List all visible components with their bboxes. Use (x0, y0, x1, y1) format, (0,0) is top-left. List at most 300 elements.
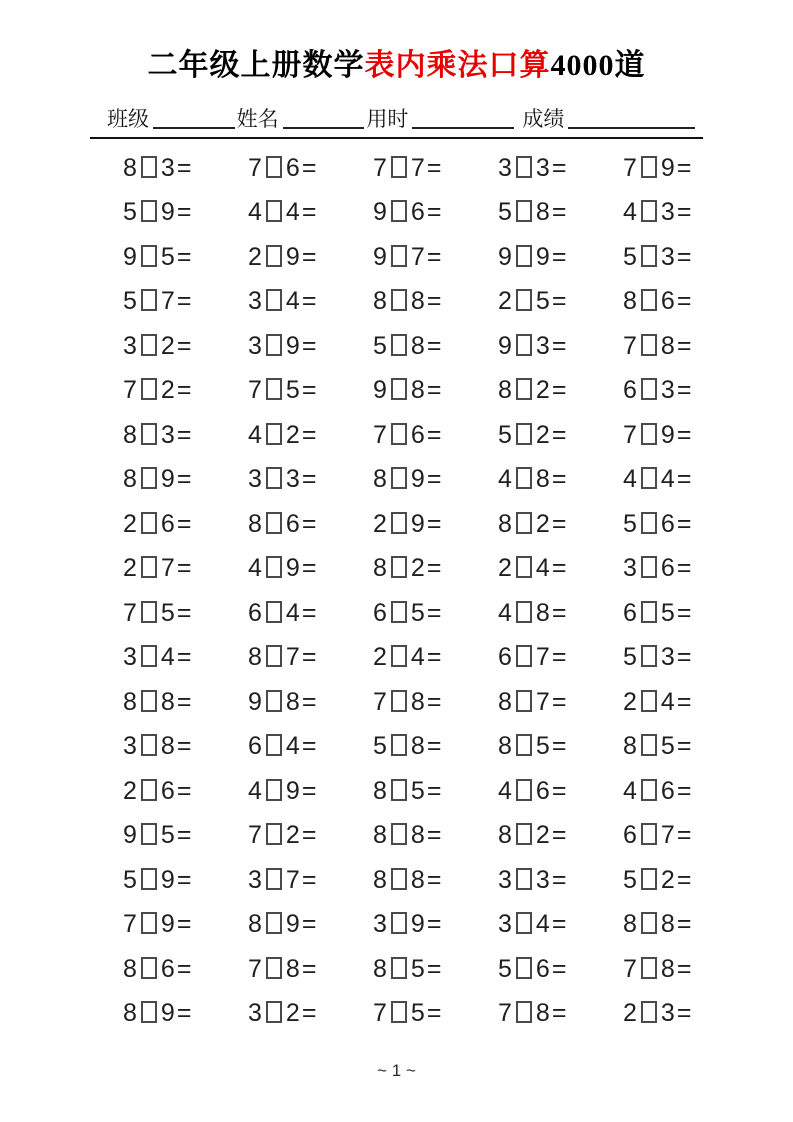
equals-sign: = (301, 331, 317, 360)
factor-a: 2 (623, 999, 637, 1028)
factor-b: 5 (160, 242, 175, 271)
problem-cell-r3-c5 (623, 242, 748, 271)
problem-cell-r5-c2 (248, 331, 373, 360)
equals-sign: = (551, 242, 567, 271)
equals-sign: = (426, 954, 442, 983)
equals-sign: = (176, 598, 192, 627)
problem-cell-r2-c2 (248, 200, 373, 225)
factor-a: 4 (248, 554, 262, 583)
factor-b: 9 (160, 910, 175, 939)
problem-cell-r20-c2 (248, 1001, 373, 1026)
problem-cell-r7-c4 (498, 420, 623, 449)
factor-a: 3 (248, 465, 262, 494)
factor-a: 8 (498, 732, 512, 761)
problem-cell-r7-c3 (373, 420, 498, 449)
multiplication-missing-glyph-icon (516, 734, 532, 756)
time-label: 用时 (366, 107, 409, 131)
problem-cell-r18-c3 (373, 912, 498, 937)
equals-sign: = (551, 198, 567, 227)
factor-b: 4 (410, 643, 425, 672)
factor-a: 5 (123, 198, 137, 227)
multiplication-missing-glyph-icon (641, 912, 657, 934)
problem-cell-r18-c4 (498, 912, 623, 937)
equals-sign: = (426, 643, 442, 672)
factor-a: 4 (498, 598, 512, 627)
factor-a: 7 (498, 999, 512, 1028)
multiplication-missing-glyph-icon (641, 734, 657, 756)
factor-a: 3 (373, 910, 387, 939)
multiplication-missing-glyph-icon (391, 645, 407, 667)
equals-sign: = (426, 465, 442, 494)
factor-b: 5 (160, 821, 175, 850)
factor-b: 8 (410, 687, 425, 716)
factor-a: 2 (623, 687, 637, 716)
equals-sign: = (301, 509, 317, 538)
equals-sign: = (176, 865, 192, 894)
equals-sign: = (676, 331, 692, 360)
multiplication-missing-glyph-icon (141, 734, 157, 756)
problem-cell-r20-c4 (498, 1001, 623, 1026)
factor-a: 7 (248, 376, 262, 405)
problem-cell-r1-c1 (123, 153, 248, 182)
factor-a: 7 (373, 687, 387, 716)
multiplication-missing-glyph-icon (516, 823, 532, 845)
factor-a: 3 (498, 153, 512, 182)
equals-sign: = (301, 554, 317, 583)
problem-cell-r12-c5 (623, 645, 748, 670)
problem-cell-r15-c2 (248, 776, 373, 805)
factor-a: 8 (123, 954, 137, 983)
problem-cell-r8-c3 (373, 467, 498, 492)
multiplication-missing-glyph-icon (391, 1001, 407, 1023)
factor-b: 8 (160, 687, 175, 716)
equals-sign: = (426, 509, 442, 538)
multiplication-missing-glyph-icon (141, 601, 157, 623)
factor-b: 5 (410, 954, 425, 983)
multiplication-missing-glyph-icon (141, 823, 157, 845)
problem-cell-r10-c2 (248, 556, 373, 581)
equals-sign: = (176, 331, 192, 360)
problem-cell-r20-c5 (623, 1001, 748, 1026)
equals-sign: = (551, 509, 567, 538)
factor-b: 2 (285, 821, 300, 850)
factor-a: 9 (123, 242, 137, 271)
equals-sign: = (676, 554, 692, 583)
multiplication-missing-glyph-icon (266, 1001, 282, 1023)
factor-a: 8 (373, 865, 387, 894)
factor-a: 6 (248, 732, 262, 761)
problem-cell-r1-c2 (248, 153, 373, 182)
equals-sign: = (176, 198, 192, 227)
multiplication-missing-glyph-icon (516, 378, 532, 400)
factor-a: 3 (248, 865, 262, 894)
factor-a: 5 (373, 331, 387, 360)
equals-sign: = (551, 732, 567, 761)
multiplication-missing-glyph-icon (641, 957, 657, 979)
problem-cell-r2-c5 (623, 200, 748, 225)
equals-sign: = (176, 287, 192, 316)
multiplication-missing-glyph-icon (516, 601, 532, 623)
factor-b: 3 (660, 242, 675, 271)
equals-sign: = (176, 376, 192, 405)
multiplication-missing-glyph-icon (391, 289, 407, 311)
header-divider (90, 137, 703, 139)
multiplication-missing-glyph-icon (266, 645, 282, 667)
equals-sign: = (426, 776, 442, 805)
factor-a: 4 (248, 420, 262, 449)
equals-sign: = (426, 865, 442, 894)
multiplication-missing-glyph-icon (141, 289, 157, 311)
equals-sign: = (676, 732, 692, 761)
problem-cell-r15-c4 (498, 776, 623, 805)
problem-cell-r9-c5 (623, 509, 748, 538)
factor-b: 9 (535, 242, 550, 271)
multiplication-missing-glyph-icon (516, 690, 532, 712)
multiplication-missing-glyph-icon (641, 823, 657, 845)
problem-cell-r19-c5 (623, 954, 748, 983)
equals-sign: = (676, 420, 692, 449)
problem-cell-r7-c2 (248, 420, 373, 449)
factor-a: 3 (498, 865, 512, 894)
problem-cell-r19-c4 (498, 954, 623, 983)
equals-sign: = (176, 910, 192, 939)
problem-cell-r11-c2 (248, 598, 373, 627)
equals-sign: = (551, 910, 567, 939)
factor-b: 7 (535, 687, 550, 716)
problem-cell-r12-c3 (373, 645, 498, 670)
problem-cell-r7-c5 (623, 420, 748, 449)
equals-sign: = (301, 287, 317, 316)
multiplication-missing-glyph-icon (266, 423, 282, 445)
factor-b: 8 (660, 954, 675, 983)
factor-a: 3 (248, 331, 262, 360)
problem-cell-r11-c5 (623, 598, 748, 627)
problem-cell-r8-c5 (623, 467, 748, 492)
problem-cell-r8-c1 (123, 467, 248, 492)
equals-sign: = (301, 465, 317, 494)
factor-a: 9 (123, 821, 137, 850)
factor-b: 8 (285, 954, 300, 983)
multiplication-missing-glyph-icon (391, 334, 407, 356)
problem-cell-r14-c3 (373, 734, 498, 759)
equals-sign: = (426, 242, 442, 271)
equals-sign: = (176, 465, 192, 494)
factor-b: 3 (160, 153, 175, 182)
equals-sign: = (426, 331, 442, 360)
score-blank-line (568, 126, 695, 129)
factor-a: 8 (373, 954, 387, 983)
factor-a: 6 (623, 821, 637, 850)
equals-sign: = (676, 865, 692, 894)
factor-b: 9 (410, 465, 425, 494)
factor-a: 8 (498, 687, 512, 716)
multiplication-missing-glyph-icon (266, 334, 282, 356)
factor-b: 9 (285, 331, 300, 360)
factor-b: 2 (535, 821, 550, 850)
problem-cell-r17-c5 (623, 865, 748, 894)
problem-cell-r12-c2 (248, 645, 373, 670)
equals-sign: = (551, 999, 567, 1028)
factor-a: 5 (623, 242, 637, 271)
problem-cell-r4-c2 (248, 289, 373, 314)
factor-b: 9 (285, 776, 300, 805)
factor-a: 3 (248, 999, 262, 1028)
problem-cell-r20-c1 (123, 1001, 248, 1026)
factor-a: 5 (373, 732, 387, 761)
problem-cell-r14-c4 (498, 734, 623, 759)
problem-cell-r10-c4 (498, 556, 623, 581)
equals-sign: = (176, 732, 192, 761)
factor-b: 7 (660, 821, 675, 850)
factor-a: 6 (623, 598, 637, 627)
equals-sign: = (426, 420, 442, 449)
multiplication-missing-glyph-icon (141, 423, 157, 445)
multiplication-missing-glyph-icon (266, 823, 282, 845)
factor-b: 3 (535, 331, 550, 360)
factor-b: 4 (285, 287, 300, 316)
factor-b: 7 (160, 554, 175, 583)
multiplication-missing-glyph-icon (266, 200, 282, 222)
factor-b: 7 (285, 865, 300, 894)
problem-cell-r2-c1 (123, 200, 248, 225)
multiplication-missing-glyph-icon (641, 1001, 657, 1023)
factor-b: 4 (535, 910, 550, 939)
problem-cell-r4-c1 (123, 289, 248, 314)
multiplication-missing-glyph-icon (516, 912, 532, 934)
problem-cell-r1-c5 (623, 153, 748, 182)
equals-sign: = (426, 153, 442, 182)
problem-cell-r5-c3 (373, 331, 498, 360)
factor-b: 7 (535, 643, 550, 672)
equals-sign: = (551, 776, 567, 805)
factor-a: 8 (373, 554, 387, 583)
equals-sign: = (551, 865, 567, 894)
factor-b: 9 (160, 198, 175, 227)
factor-a: 4 (623, 776, 637, 805)
factor-a: 2 (373, 643, 387, 672)
factor-a: 3 (248, 287, 262, 316)
multiplication-missing-glyph-icon (141, 200, 157, 222)
problem-cell-r16-c5 (623, 823, 748, 848)
multiplication-missing-glyph-icon (266, 957, 282, 979)
factor-b: 5 (535, 732, 550, 761)
multiplication-missing-glyph-icon (516, 245, 532, 267)
class-blank-line (153, 126, 235, 129)
multiplication-missing-glyph-icon (391, 734, 407, 756)
factor-b: 5 (160, 598, 175, 627)
equals-sign: = (551, 954, 567, 983)
problem-cell-r19-c2 (248, 954, 373, 983)
factor-b: 6 (160, 509, 175, 538)
factor-b: 6 (535, 954, 550, 983)
multiplication-missing-glyph-icon (516, 156, 532, 178)
problem-cell-r15-c5 (623, 776, 748, 805)
factor-b: 6 (285, 509, 300, 538)
multiplication-missing-glyph-icon (141, 868, 157, 890)
multiplication-missing-glyph-icon (641, 512, 657, 534)
factor-a: 8 (373, 776, 387, 805)
factor-b: 8 (535, 999, 550, 1028)
multiplication-missing-glyph-icon (641, 378, 657, 400)
multiplication-missing-glyph-icon (641, 200, 657, 222)
multiplication-missing-glyph-icon (141, 556, 157, 578)
factor-b: 9 (660, 153, 675, 182)
multiplication-missing-glyph-icon (266, 734, 282, 756)
problem-cell-r4-c3 (373, 289, 498, 314)
equals-sign: = (551, 287, 567, 316)
multiplication-missing-glyph-icon (266, 779, 282, 801)
problem-cell-r2-c3 (373, 200, 498, 225)
factor-a: 8 (123, 687, 137, 716)
problem-cell-r10-c1 (123, 556, 248, 581)
factor-b: 8 (535, 465, 550, 494)
factor-b: 7 (160, 287, 175, 316)
multiplication-missing-glyph-icon (391, 467, 407, 489)
multiplication-missing-glyph-icon (266, 601, 282, 623)
factor-a: 7 (248, 954, 262, 983)
factor-a: 7 (248, 821, 262, 850)
problem-cell-r12-c1 (123, 645, 248, 670)
problem-cell-r5-c5 (623, 331, 748, 360)
problem-cell-r5-c1 (123, 331, 248, 360)
factor-a: 9 (498, 331, 512, 360)
problem-cell-r3-c2 (248, 242, 373, 271)
equals-sign: = (551, 554, 567, 583)
multiplication-missing-glyph-icon (391, 823, 407, 845)
problem-cell-r4-c4 (498, 289, 623, 314)
factor-a: 8 (498, 821, 512, 850)
factor-a: 3 (123, 732, 137, 761)
factor-b: 9 (285, 554, 300, 583)
factor-a: 7 (373, 999, 387, 1028)
problem-cell-r4-c5 (623, 289, 748, 314)
factor-b: 4 (160, 643, 175, 672)
multiplication-missing-glyph-icon (641, 289, 657, 311)
factor-b: 2 (160, 331, 175, 360)
factor-b: 6 (410, 198, 425, 227)
factor-a: 8 (248, 509, 262, 538)
title-highlight: 表内乘法口算 (364, 49, 551, 82)
factor-a: 8 (123, 999, 137, 1028)
multiplication-missing-glyph-icon (391, 690, 407, 712)
multiplication-missing-glyph-icon (391, 423, 407, 445)
title-prefix: 二年级上册数学 (147, 49, 365, 82)
multiplication-missing-glyph-icon (391, 912, 407, 934)
equals-sign: = (551, 598, 567, 627)
equals-sign: = (551, 331, 567, 360)
equals-sign: = (426, 999, 442, 1028)
equals-sign: = (676, 153, 692, 182)
problem-cell-r16-c4 (498, 823, 623, 848)
problem-cell-r6-c5 (623, 378, 748, 403)
equals-sign: = (676, 509, 692, 538)
problem-cell-r6-c4 (498, 378, 623, 403)
equals-sign: = (176, 954, 192, 983)
factor-a: 2 (248, 242, 262, 271)
factor-b: 2 (160, 376, 175, 405)
multiplication-missing-glyph-icon (641, 245, 657, 267)
factor-b: 9 (285, 910, 300, 939)
multiplication-missing-glyph-icon (641, 779, 657, 801)
equals-sign: = (676, 287, 692, 316)
factor-b: 4 (285, 732, 300, 761)
factor-b: 8 (285, 687, 300, 716)
problem-cell-r14-c2 (248, 734, 373, 759)
multiplication-missing-glyph-icon (391, 200, 407, 222)
factor-a: 6 (248, 598, 262, 627)
problem-cell-r20-c3 (373, 1001, 498, 1026)
multiplication-missing-glyph-icon (266, 378, 282, 400)
multiplication-missing-glyph-icon (391, 378, 407, 400)
factor-b: 2 (285, 420, 300, 449)
multiplication-missing-glyph-icon (516, 200, 532, 222)
problem-cell-r2-c4 (498, 200, 623, 225)
factor-a: 7 (623, 954, 637, 983)
problem-cell-r10-c5 (623, 556, 748, 581)
multiplication-missing-glyph-icon (516, 645, 532, 667)
multiplication-missing-glyph-icon (266, 289, 282, 311)
multiplication-missing-glyph-icon (516, 779, 532, 801)
factor-b: 9 (285, 242, 300, 271)
factor-b: 9 (160, 465, 175, 494)
factor-b: 8 (410, 732, 425, 761)
multiplication-missing-glyph-icon (141, 512, 157, 534)
multiplication-missing-glyph-icon (266, 868, 282, 890)
multiplication-missing-glyph-icon (266, 156, 282, 178)
multiplication-missing-glyph-icon (141, 779, 157, 801)
problem-cell-r17-c3 (373, 865, 498, 894)
equals-sign: = (176, 999, 192, 1028)
factor-a: 8 (373, 287, 387, 316)
problem-cell-r12-c4 (498, 645, 623, 670)
problem-cell-r9-c2 (248, 509, 373, 538)
factor-b: 9 (660, 420, 675, 449)
equals-sign: = (551, 821, 567, 850)
equals-sign: = (676, 687, 692, 716)
equals-sign: = (551, 643, 567, 672)
equals-sign: = (426, 687, 442, 716)
equals-sign: = (176, 153, 192, 182)
factor-a: 5 (498, 954, 512, 983)
factor-a: 7 (623, 331, 637, 360)
multiplication-missing-glyph-icon (641, 467, 657, 489)
multiplication-missing-glyph-icon (516, 957, 532, 979)
factor-b: 2 (535, 420, 550, 449)
factor-b: 8 (535, 598, 550, 627)
factor-a: 5 (623, 509, 637, 538)
factor-b: 5 (410, 999, 425, 1028)
multiplication-missing-glyph-icon (266, 512, 282, 534)
problem-cell-r18-c1 (123, 912, 248, 937)
problem-cell-r7-c1 (123, 420, 248, 449)
factor-b: 8 (660, 910, 675, 939)
multiplication-missing-glyph-icon (391, 512, 407, 534)
factor-a: 8 (248, 910, 262, 939)
time-blank-line (412, 126, 514, 129)
factor-a: 6 (498, 643, 512, 672)
factor-a: 2 (123, 509, 137, 538)
factor-b: 6 (160, 776, 175, 805)
problem-cell-r5-c4 (498, 331, 623, 360)
equals-sign: = (426, 198, 442, 227)
multiplication-missing-glyph-icon (141, 378, 157, 400)
factor-a: 9 (498, 242, 512, 271)
factor-b: 8 (410, 821, 425, 850)
equals-sign: = (676, 954, 692, 983)
factor-b: 6 (285, 153, 300, 182)
factor-b: 9 (160, 865, 175, 894)
problem-cell-r13-c1 (123, 687, 248, 716)
